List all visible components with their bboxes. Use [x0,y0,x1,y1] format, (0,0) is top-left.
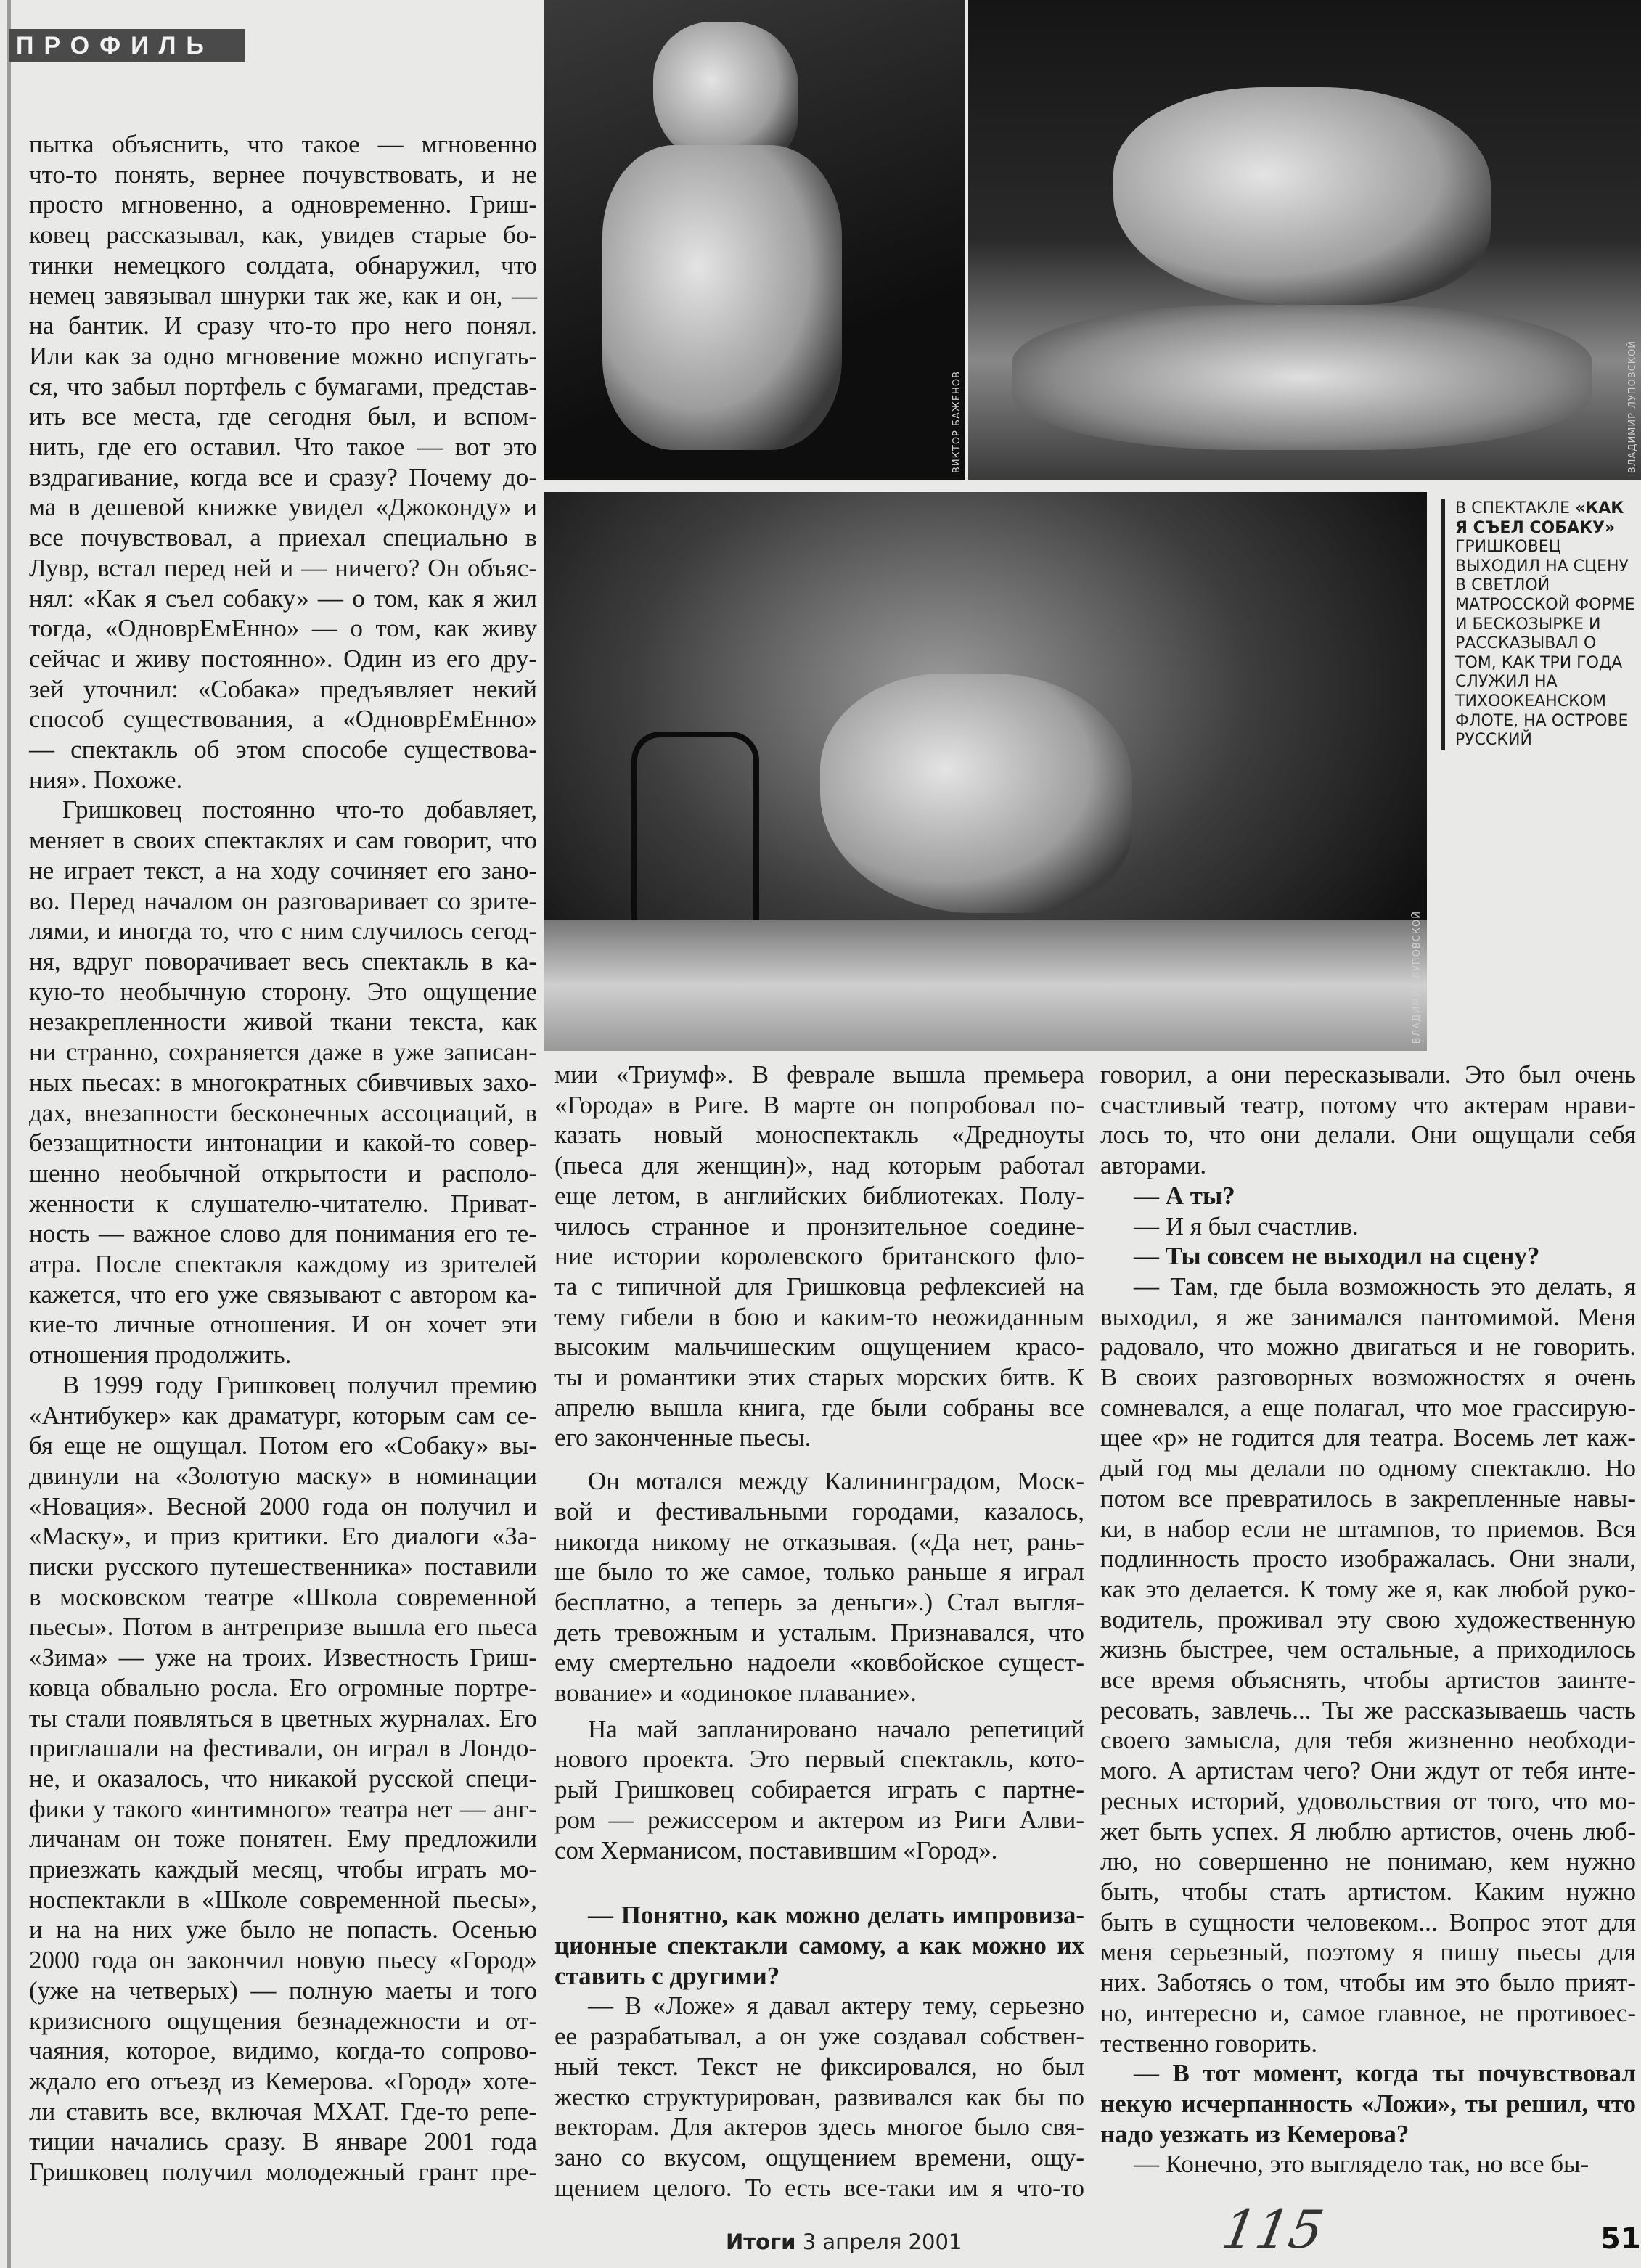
text-line: женности к слушателю-читателю. Приват- [29,1189,537,1218]
text-line: «Зима» — уже на троих. Известность Гриш- [29,1643,537,1672]
text-line: Он мотался между Калининградом, Моск- [588,1467,1084,1496]
text-line: все почувствовал, а приехал специально в [29,523,537,552]
text-line: фики у такого «интимного» театра нет — анг- [29,1794,537,1823]
text-line: кие-то личные отношения. И он хочет эти [29,1310,537,1339]
text-line: «Антибукер» как драматург, которым сам се- [29,1401,537,1430]
text-line: — И я был счастлив. [1134,1211,1359,1240]
text-line: них. Заботясь о том, чтобы им это было прият- [1100,1968,1636,1997]
text-line: рый Гришковец собирается играть с партне- [554,1775,1084,1804]
text-column-2 [554,1060,1084,2203]
text-line: жестко структурирован, развивался как бы по [554,2082,1084,2111]
text-line: бесплатно, а теперь за деньги».) Стал выгля- [554,1587,1084,1616]
text-line: ли ставить все, включая МХАТ. Где-то репе- [29,2097,537,2126]
text-line: шенно необычной открытости и располо- [29,1158,537,1187]
text-line: вование» и «одинокое плавание». [554,1679,917,1708]
caption-prefix: В СПЕКТАКЛЕ [1455,499,1576,517]
text-line: (уже на четверых) — полную маеты и того [29,1976,537,2005]
text-line: не, и оказалось, что никакой русской специ- [29,1764,537,1793]
text-line: ждало его отъезд из Кемерова. «Город» хоте- [29,2067,537,2095]
text-line: тиции начались сразу. В январе 2001 года [29,2127,537,2156]
text-line: — Ты совсем не выходил на сцену? [1134,1242,1540,1271]
text-line: деть тревожным и усталым. Признавался, что [554,1618,1084,1647]
text-line: ня, вдруг поворачивает весь спектакль в ка- [29,946,537,975]
text-line: ционные спектакли самому, а как можно их [554,1931,1084,1960]
page-binding-edge [7,0,11,2268]
text-line: все время объяснять, чтобы артистов заинте- [1100,1666,1636,1695]
text-line: не играет текст, а на ходу сочиняет его зано- [29,856,537,885]
text-line: казать новый моноспектакль «Дредноуты [554,1121,1084,1150]
text-line: тогда, «ОдноврЕмЕнно» — о том, как живу [29,614,537,643]
text-line: тественно говорить. [1100,2028,1318,2058]
text-line: лями, и иногда то, что с ним случилось сегод- [29,917,537,946]
text-line: Гришковец получил молодежный грант пре- [29,2158,537,2187]
text-line: лю, но совершенно не понимаю, кем нужно [1100,1847,1636,1876]
text-column-1 [29,129,537,2187]
text-line: ся, что забыл портфель с бумагами, представ- [29,372,537,401]
text-line: сомневался, а еще полагал, что мое грассирую- [1100,1393,1636,1422]
text-line: жет быть успех. Я люблю артистов, очень люб- [1100,1817,1636,1846]
text-line: двинули на «Золотую маску» в номинации [29,1461,537,1490]
text-line: ром — режиссером и актером из Риги Алви- [554,1805,1084,1834]
photo-caption [1441,499,1641,750]
handwritten-note: 115 [1217,2199,1328,2260]
text-line: ных пьесах: в многократных сбивчивых захо- [29,1068,537,1097]
text-line: пьесы». Потом в антрепризе вышла его пьеса [29,1613,537,1642]
text-line: «Города» в Риге. В марте он попробовал по- [554,1090,1084,1119]
text-line: ить все места, где сегодня был, и вспом- [29,402,537,431]
text-line: нял: «Как я съел собаку» — о том, как я жил [29,584,537,613]
text-line: «Маску», и приз критики. Его диалоги «За- [29,1522,537,1551]
photo-credit: ВИКТОР БАЖЕНОВ [952,371,962,473]
text-line: ни странно, сохраняется даже в уже записан- [29,1038,537,1067]
interview-question [1100,1241,1636,1272]
issue-date: 3 апреля 2001 [802,2230,962,2254]
text-line: быть в сущности человеком... Вопрос этот для [1100,1907,1636,1936]
text-line: во. Перед началом он разговаривает со зрите- [29,886,537,915]
text-line: В 1999 году Гришковец получил премию [62,1370,537,1399]
text-line: В своих разговорных возможностях я очень [1100,1363,1636,1392]
text-line: щением целого. То есть все-таки им я что-то [554,2173,1084,2202]
text-line: высоким мальчишеским ощущением красо- [554,1332,1084,1362]
photo-credit: ВЛАДИМИР ЛУПОВСКОЙ [1412,910,1423,1044]
text-line: нового проекта. Это первый спектакль, кото- [554,1745,1084,1774]
text-line: ность — важное слово для понимания его те- [29,1219,537,1248]
photo-credit: ВЛАДИМИР ЛУПОВСКОЙ [1627,340,1638,473]
text-line: способ существования, а «ОдноврЕмЕнно» [29,705,537,734]
text-line: тему гибели в бою и каким-то неожиданным [554,1302,1084,1331]
text-line: выходил, я же занимался пантомимой. Меня [1100,1302,1636,1331]
text-line: — Понятно, как можно делать импровиза- [588,1901,1084,1930]
text-line: но, интересно и, самое главное, не противоес- [1100,1998,1636,2027]
text-line: ресных историй, удовольствия от того, что мо- [1100,1786,1636,1815]
text-line: еще летом, в английских библиотеках. Полу- [554,1181,1084,1210]
text-line: 2000 года он закончил новую пьесу «Город» [29,1946,537,1975]
text-line: что-то понять, вернее почувствовать, и не [29,160,537,189]
text-line: сом Херманисом, поставившим «Город». [554,1835,998,1864]
text-line: «Новация». Весной 2000 года он получил и [29,1491,537,1520]
text-line: ния». Похоже. [29,765,183,794]
text-line: жизнь быстрее, чем остальные, а приходилось [1100,1635,1636,1664]
page-number: 51 [1600,2222,1641,2256]
text-line: личанам он тоже понятен. Ему предложили [29,1825,537,1854]
text-line: кажется, что его уже связывают с автором ка- [29,1280,537,1309]
text-line: просто мгновенно, а одновременно. Гриш- [29,190,537,219]
interview-question [1100,2058,1636,2149]
text-line: авторами. [1100,1151,1207,1180]
text-line: апрелю вышла книга, где были собраны все [554,1393,1084,1422]
text-line: беззащитности интонации и какой-то совер- [29,1129,537,1158]
text-line: — В «Ложе» я давал актеру тему, серьезно [588,1991,1084,2021]
text-line: атра. После спектакля каждому из зрителей [29,1250,537,1279]
photo-actor-with-chair [544,492,1427,1051]
text-line: подлинность просто изображалась. Они знали, [1100,1544,1636,1573]
text-line: никогда никому не отказывая. («Да нет, рань- [554,1527,1084,1556]
text-line: вздрагивание, когда все и сразу? Почему до- [29,462,537,491]
text-line: щее «р» не годится для театра. Восемь лет каж- [1100,1423,1636,1452]
text-line: бя еще не ощущал. Потом его «Собаку» вы- [29,1431,537,1460]
photo-actor-on-floor [968,0,1641,480]
text-line: — спектакль об этом способе существова- [29,735,537,764]
text-line: ты стали появляться в цветных журналах. Его [29,1703,537,1732]
text-line: быть, чтобы стать артистом. Каким нужно [1100,1877,1636,1906]
text-line: ковец рассказывал, как, увидев старые бо- [29,221,537,250]
text-line: На май запланировано начало репетиций [588,1714,1084,1743]
text-line: чаяния, которое, видимо, когда-то сопрово- [29,2036,537,2066]
text-line: незакрепленности живой ткани текста, как [29,1007,537,1036]
text-line: ему смертельно надоели «ковбойское сущест- [554,1648,1084,1677]
text-line: ковца обвально росла. Его огромные портре- [29,1673,537,1702]
text-line: счастливый театр, потому что актерам нрави- [1100,1090,1636,1119]
text-line: в московском театре «Школа современной [29,1582,537,1611]
magazine-name: Итоги [726,2230,796,2254]
text-line: водитель, проживал эту свою художественную [1100,1605,1636,1634]
text-line: кую-то необычную сторону. Это ощущение [29,977,537,1006]
paragraph [554,1714,1084,1866]
photo-actor-in-sailor-cap [544,0,965,480]
text-line: радовало, что можно двигаться и не говорить. [1100,1332,1636,1362]
text-line: меняет в своих спектаклях и сам говорит, что [29,826,537,855]
text-line: сейчас и живу постоянно». Один из его дру- [29,644,537,673]
paragraph [554,1466,1084,1708]
text-line: говорил, а они пересказывали. Это был очень [1100,1060,1636,1089]
text-line: чилось странное и пронзительное соедине- [554,1211,1084,1240]
footer-publication [726,2230,962,2254]
text-line: ние истории королевского британского фло- [554,1242,1084,1271]
text-line: — Там, где была возможность это делать, я [1134,1272,1636,1301]
text-line: (пьеса для женщин)», над которым работал [554,1151,1084,1180]
paragraph [1100,2149,1636,2179]
text-line: ки, в набор если не штампов, то приемов. Вся [1100,1514,1636,1543]
text-line: пытка объяснить, что такое — мгновенно [29,130,537,158]
paragraph [554,1991,1084,2203]
text-line: тинки немецкого солдата, обнаружил, что [29,250,537,279]
text-line: дый год мы делали по одному спектаклю. Но [1100,1454,1636,1483]
text-line: на бантик. И сразу что-то про него понял. [29,311,537,340]
text-line: носпектакли в «Школе современной пьесы», [29,1885,537,1914]
text-line: ше было то же самое, только раньше я играл [554,1557,1084,1587]
interview-question [1100,1181,1636,1211]
paragraph [29,795,537,1370]
text-line: ресовать, завлечь... Ты же рассказываешь часть [1100,1695,1636,1724]
text-line: писки русского путешественника» поставили [29,1552,537,1581]
text-line: некую исчерпанность «Ложи», ты решил, что [1100,2089,1636,2118]
text-line: мого. А артистам чего? Они ждут от тебя инте- [1100,1756,1636,1785]
paragraph [29,129,537,795]
text-line: ты и романтики этих старых морских битв. К [554,1363,1084,1392]
text-line: та с типичной для Гришковца рефлексией на [554,1272,1084,1301]
text-line: — В тот момент, когда ты почувствовал [1134,2059,1636,2088]
text-line: зано со вкусом, ощущением времени, ощу- [554,2142,1084,2171]
text-line: ее разрабатывал, а он уже создавал собствен- [554,2022,1084,2051]
text-line: как это делается. К тому же я, как любой руко- [1100,1574,1636,1603]
interview-question [554,1900,1084,1991]
text-line: Гришковец постоянно что-то добавляет, [62,795,537,824]
text-line: — А ты? [1134,1181,1235,1210]
text-line: приезжать каждый месяц, чтобы играть мо- [29,1855,537,1884]
paragraph [1100,1211,1636,1242]
text-line: ма в дешевой книжке увидел «Джоконду» и [29,493,537,522]
caption-body: ГРИШКОВЕЦ ВЫХОДИЛ НА СЦЕНУ В СВЕТЛОЙ МАТРОССКОЙ ФОРМЕ И БЕСКОЗЫРКЕ И РАССКАЗЫВАЛ О ТОМ, КАК ТРИ ГОДА СЛУЖИЛ НА ТИХООКЕАНСКОМ ФЛОТЕ, НА ОСТРОВЕ РУССКИЙ [1455,538,1635,750]
text-line: зей уточнил: «Собака» предъявляет некий [29,674,537,703]
paragraph [554,1060,1084,1453]
text-line: мии «Триумф». В феврале вышла премьера [554,1060,1084,1089]
text-line: своего замысла, для тебя жизненно необходи- [1100,1726,1636,1755]
paragraph [29,1370,537,2187]
text-line: его законченные пьесы. [554,1423,811,1452]
text-line: приглашали на фестивали, он играл в Лондо- [29,1734,537,1763]
text-line: кризисного ощущения безнадежности и от- [29,2006,537,2035]
text-line: надо уезжать из Кемерова? [1100,2119,1409,2148]
text-line: ставить с другими? [554,1961,780,1990]
text-column-3 [1100,1060,1636,2179]
text-line: ный текст. Текст не фиксировался, но был [554,2052,1084,2081]
text-line: Или как за одно мгновение можно испугать- [29,341,537,370]
text-line: лось то, что они делали. Они ощущали себя [1100,1121,1636,1150]
text-line: вой и фестивальными городами, казалось, [554,1497,1084,1526]
text-line: потом все превратилось в закрепленные навы- [1100,1483,1636,1512]
text-line: Лувр, встал перед ней и — ничего? Он объяс- [29,553,537,582]
text-line: отношения продолжить. [29,1340,292,1370]
text-line: — Конечно, это выглядело так, но все бы- [1134,2150,1589,2179]
paragraph [1100,1060,1636,1181]
text-line: нить, где его оставил. Что такое — вот это [29,433,537,462]
section-label: ПРОФИЛЬ [9,29,245,62]
caption-title: «КАК Я СЪЕЛ СОБАКУ» [1455,499,1624,537]
paragraph [1100,1272,1636,2058]
text-line: меня серьезный, поэтому я пишу пьесы для [1100,1938,1636,1967]
text-line: векторам. Для актеров здесь многое было свя- [554,2113,1084,2142]
text-line: немец завязывал шнурки так же, как и он, — [29,281,537,310]
text-line: дах, внезапности бесконечных ассоциаций, в [29,1098,537,1127]
text-line: и на на них уже было не попасть. Осенью [29,1915,537,1944]
